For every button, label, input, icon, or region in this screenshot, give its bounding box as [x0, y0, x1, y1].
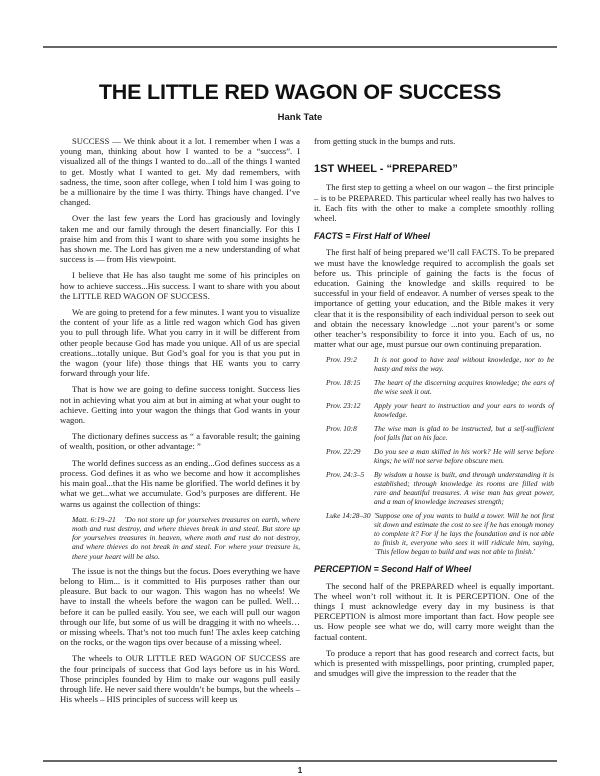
bottom-rule [43, 760, 557, 762]
quote-text: 'Do not store up for yourselves treasures on earth, where moth and rust destroy, and where thieves break in and steal. But store up for yourselves treasures in heaven, where moth and rust do not destroy, and where thieves do not break in and steal. For where your treasure is, there your heart will be also. [72, 514, 301, 561]
scripture-ref: Prov. 10:8 [326, 424, 357, 434]
paragraph: That is how we are going to define success tonight. Success lies not in achieving what you aim at but in aiming at what your ought to achieve. Getting into your wagon the things that God wants in your wagon. [60, 384, 300, 426]
paragraph: SUCCESS — We think about it a lot. I remember when I was a young man, thinking about how I wanted to be a “success”. I visualized all of the things I wanted to do...all of the things I wanted to get. Mostly what I wanted to get. My dad remembers, with sadness, the time, soon after college, when I told him I was going to be a millionaire by the time I was thirty. Things have changed. I’ve changed. [60, 136, 300, 208]
paragraph: The world defines success as an ending...God defines success as a process. God defines it as who we become and how it accomplishes his main goal...that the His name be glorified. The world defines it by what we get...what we accumulate. God’s purposes are different. He warns us against the collection of things: [60, 457, 300, 509]
subsection-heading: FACTS = First Half of Wheel [314, 231, 431, 242]
scripture-item [326, 401, 554, 419]
scripture-ref: Prov. 18:15 [326, 378, 361, 388]
paragraph: from getting stuck in the bumps and ruts. [314, 136, 456, 146]
scripture-item [326, 470, 554, 506]
right-column [314, 136, 554, 684]
paragraph: Over the last few years the Lord has graciously and lovingly taken me and our family through the desert financially. For this I praise him and from this I want to share with you some insights he has shown me. The Lord has given me a new understanding of what success is — from His viewpoint. [60, 213, 300, 265]
section-heading: 1ST WHEEL - “PREPARED” [314, 163, 458, 176]
top-rule [43, 46, 557, 48]
scripture-ref: Prov. 19:2 [326, 355, 357, 365]
quote-reference: Matt. 6:19–21 [72, 514, 116, 524]
scripture-item [326, 424, 554, 442]
paragraph: The second half of the PREPARED wheel is equally important. The wheel won’t roll without it. It is PERCEPTION. One of the things I must acknowledge every day in my business is that PERCEPTION is almost more important than fact. How people see us. How people see what we do, will carry more weight than the factual content. [314, 580, 554, 642]
scripture-item [326, 447, 554, 465]
paragraph: To produce a report that has good research and correct facts, but which is presented with misspellings, poor printing, crumpled paper, and smudges will give the impression to the reader that the [314, 647, 554, 679]
subsection-heading: PERCEPTION = Second Half of Wheel [314, 564, 472, 575]
scripture-ref: Prov. 23:12 [326, 401, 361, 411]
page-title: THE LITTLE RED WAGON OF SUCCESS [98, 80, 502, 104]
scripture-ref: Prov. 22:29 [326, 447, 361, 457]
paragraph: I believe that He has also taught me some of his principles on how to achieve success...His success. I want to share with you about the LITTLE RED WAGON OF SUCCESS. [60, 270, 300, 301]
scripture-item [326, 378, 554, 396]
paragraph: We are going to pretend for a few minutes. I want you to visualize the content of your life as a little red wagon which God has given you to pull through life. What you carry in it will be different from other people because God has made you unique. All of us are special creations...totally unique. But God’s goal for you is that you put in the wagon (your life) those things that HE wants you to carry forward through your life. [60, 307, 300, 379]
page-number: 1 [297, 766, 303, 775]
scripture-text: Do you see a man skilled in his work? He will serve before kings; he will not serve before obscure men. [374, 447, 554, 466]
scripture-ref: Prov. 24:3–5 [326, 470, 365, 480]
scripture-ref: Luke 14:28–30 [326, 511, 371, 521]
scripture-text: The heart of the discerning acquires knowledge; the ears of the wise seek it out. [374, 378, 554, 397]
paragraph: The wheels to OUR LITTLE RED WAGON OF SUCCESS are the four principals of success that God lays before us in his Word. Those principles founded by Him to make our wagons pull easily through life. He never said there wouldn’t be bumps, but the wheels – His wheels – HIS principles of success will keep us [60, 653, 300, 705]
scripture-list [314, 355, 554, 556]
scripture-text: By wisdom a house is built, and through understanding it is established; through knowledge its rooms are filled with rare and beautiful treasures. A wise man has great power, and a man of knowledge increases strength; [374, 470, 554, 507]
author-name: Hank Tate [277, 112, 323, 123]
scripture-text: 'Suppose one of you wants to build a tower. Will he not first sit down and estimate the cost to see if he has enough money to complete it? For if he lays the foundation and is not able to finish it, everyone who sees it will ridicule him, saying, `This fellow began to build and was not able to finish.' [374, 511, 554, 557]
paragraph: The issue is not the things but the focus. Does everything we have belong to Him... is it committed to His purposes rather than our pleasure. But back to our wagon. This wagon has no wheels! We have to install the wheels before the wagon can be pulled. Well…before it can be pulled easily. You see, we each will pull our wagon through our life, but some of us will be dragging it with no wheels…or missing wheels. That’s not too much fun! The axles keep catching on the rocks, or the wagon tips over because of a missing wheel. [60, 565, 300, 648]
scripture-item [326, 355, 554, 373]
scripture-quote [60, 515, 300, 561]
paragraph: The first half of being prepared we’ll call FACTS. To be prepared we must have the knowledge required to accomplish the goals set before us. This principle of gaining the facts is the focus of education. Gaining the knowledge and skills required to be successful in your field of endeavor. A number of verses speak to the importance of getting your education, and the Bible makes it very clear that it is the responsibility of each individual person to seek out and obtain the necessary knowledge ...not your parent’s or some other teacher’s responsibility to force it into you. Each of us, no matter what our age, must pursue our own continuing preparation. [314, 247, 554, 350]
scripture-text: It is not good to have zeal without knowledge, nor to be hasty and miss the way. [374, 355, 554, 374]
scripture-item [326, 511, 554, 556]
scripture-text: The wise man is glad to be instructed, but a self-sufficient fool falls flat on his face. [374, 424, 554, 443]
paragraph: The first step to getting a wheel on our wagon – the first principle – is to be PREPARED. This particular wheel really has two halves to it. Each fits with the other to make a complete smoothly rolling wheel. [314, 182, 554, 224]
paragraph: The dictionary defines success as “ a favorable result; the gaining of wealth, position, or other advantage: ” [60, 431, 300, 452]
scripture-text: Apply your heart to instruction and your ears to words of knowledge. [374, 401, 554, 420]
left-column [60, 136, 300, 710]
